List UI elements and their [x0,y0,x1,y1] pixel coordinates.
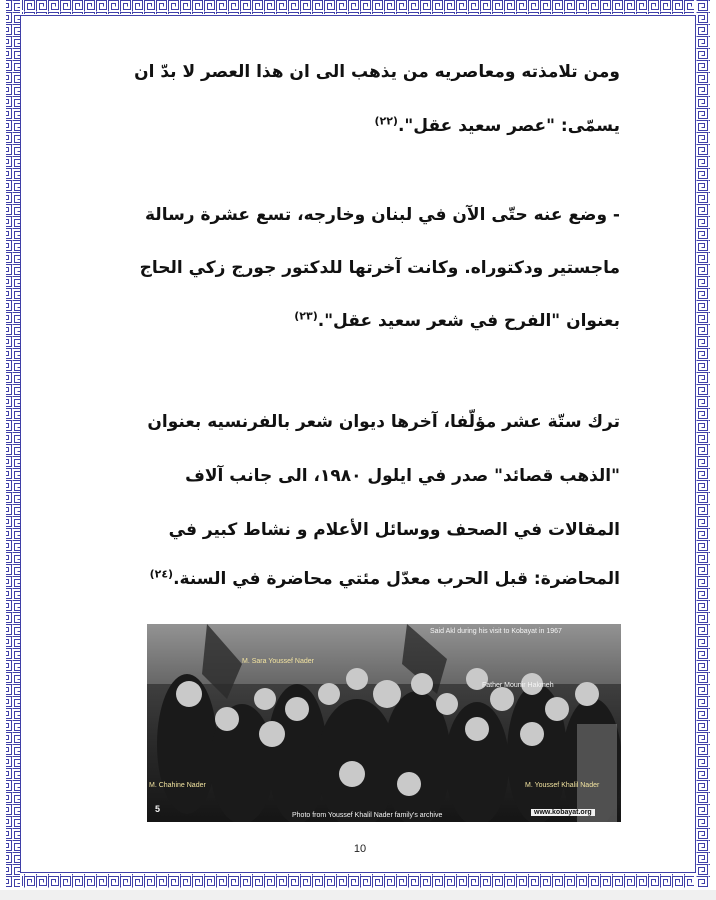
paragraph-3-line-1: ترك ستّة عشر مؤلّفا، آخرها ديوان شعر بالفرنسيه بعنوان [147,412,620,432]
paragraph-1-line-2: يسمّى: "عصر سعيد عقل".$^{(٢٢)}$ [374,114,620,136]
footnote-ref: (٢٤) [149,567,174,581]
group-photo [147,624,621,822]
photo-caption-person-4: M. Youssef Khalil Nader [525,782,600,789]
paragraph-2-line-1: - وضع عنه حتّى الآن في لبنان وخارجه، تسع عشرة رسالة [145,205,620,225]
paragraph-1-line-1: ومن تلامذته ومعاصريه من يذهب الى ان هذا العصر لا بدّ ان [134,62,620,82]
photo-caption-person-2: Father Mounir Hakmeh [482,682,554,689]
photo-credit: Photo from Youssef Khalil Nader family's archive [292,812,443,819]
site-watermark: www.kobayat.org [531,809,595,816]
photo-index: 5 [155,804,161,814]
footnote-ref: (٢٣) [294,309,318,323]
paragraph-3-line-3: المقالات في الصحف ووسائل الأعلام و نشاط كبير في [168,520,620,540]
paragraph-3-line-4: المحاضرة: قبل الحرب معدّل مئتي محاضرة في السنة.$^{(٢٤)}$ [149,567,620,589]
paragraph-2-line-2: ماجستير ودكتوراه. وكانت آخرتها للدكتور جورج زكي الحاج [139,258,620,278]
paragraph-3-line-2: "الذهب قصائد" صدر في ايلول ١٩٨٠، الى جانب آلاف [185,466,620,486]
paragraph-2-line-3: بعنوان "الفرح في شعر سعيد عقل".$^{(٢٣)}$ [294,309,620,331]
photo-caption-person-1: M. Sara Youssef Nader [242,658,314,665]
footnote-ref: (٢٢) [374,114,398,128]
page-number: 10 [353,843,367,855]
photo-title-caption: Said Akl during his visit to Kobayat in 1967 [430,628,562,635]
group-photo-figures [147,624,621,822]
page-bottom-strip [0,890,716,900]
photo-caption-person-3: M. Chahine Nader [149,782,206,789]
